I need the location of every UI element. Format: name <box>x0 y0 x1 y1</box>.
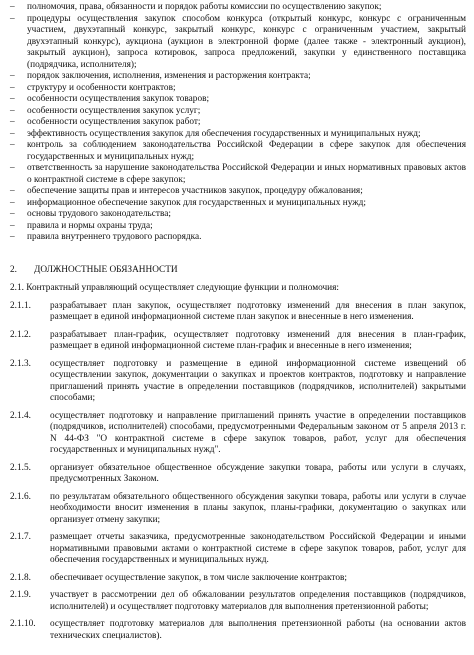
bullet-item <box>10 14 466 72</box>
bullet-dash: – <box>10 232 15 242</box>
bullet-item <box>10 129 466 141</box>
bullet-dash: – <box>10 186 15 196</box>
duty-number: 2.1.7. <box>10 532 31 542</box>
duty-item <box>10 492 466 527</box>
duty-number: 2.1.6. <box>10 491 31 502</box>
bullet-dash: – <box>10 117 15 127</box>
duty-text: осуществляет подготовку и размещение в единой информационной системе извещений об осуществлении закупок, документации о закупках и проектов контрактов, подготовку и направление приглашений принять участие в определении поставщиков (подрядчиков, исполнителей) закрытыми способами; <box>50 358 466 403</box>
bullet-item <box>10 232 466 244</box>
bullet-item <box>10 106 466 118</box>
bullet-text: полномочия, права, обязанности и порядок работы комиссии по осуществлению закупок; <box>27 2 382 12</box>
duty-item <box>10 411 466 457</box>
bullet-dash: – <box>10 13 15 24</box>
duty-item <box>10 619 466 642</box>
intro-paragraph: 2.1. Контрактный управляющий осуществляет следующие функции и полномочия: <box>10 283 340 293</box>
bullet-item <box>10 83 466 95</box>
duty-item <box>10 573 466 585</box>
bullet-item <box>10 94 466 106</box>
duty-item <box>10 463 466 486</box>
bullet-dash: – <box>10 94 15 104</box>
bullet-text: процедуры осуществления закупок способом конкурса (открытый конкурс, конкурс с ограниченным участием, двухэтапный конкурс, закрытый конкурс, конкурс с ограниченным участием, закрытый двухэтапный конкурс), аукциона (аукцион в электронной форме (далее также - электронный аукцион), закрытый аукцион), запроса котировок, запроса предложений, закупки у единственного поставщика (подрядчика, исполнителя); <box>27 13 466 70</box>
bullet-text: особенности осуществления закупок услуг; <box>27 105 201 116</box>
duty-item <box>10 359 466 405</box>
bullet-item <box>10 209 466 221</box>
duty-text: размещает отчеты заказчика, предусмотренные законодательством Российской Федерации и иными нормативными правовыми актами о контрактной системе в сфере закупок товаров, работ, услуг для обеспечения государственных и муниципальных нужд. <box>50 532 466 565</box>
bullet-dash: – <box>10 220 15 231</box>
bullet-dash: – <box>10 163 15 173</box>
bullet-text: ответственность за нарушение законодательства Российской Федерации и иных нормативных правовых актов о контрактной системе в сфере закупок; <box>27 163 466 185</box>
duty-number: 2.1.8. <box>10 572 31 583</box>
bullet-text: обеспечение защиты прав и интересов участников закупок, процедуру обжалования; <box>27 186 363 196</box>
duty-text: разрабатывает план-график, осуществляет подготовку изменений для внесения в план-график, размещает в единой информационной системе план-график и внесенные в него изменения; <box>50 329 466 351</box>
bullet-dash: – <box>10 105 15 116</box>
bullet-item <box>10 186 466 198</box>
bullet-text: правила внутреннего трудового распорядка. <box>27 232 202 242</box>
bullet-dash: – <box>10 197 15 208</box>
duty-number: 2.1.9. <box>10 590 31 600</box>
bullet-dash: – <box>10 209 15 219</box>
qualification-bullet-list <box>10 2 466 244</box>
duty-number: 2.1.1. <box>10 300 31 311</box>
bullet-item <box>10 71 466 83</box>
duty-number: 2.1.10. <box>10 619 36 629</box>
bullet-text: структуру и особенности контрактов; <box>27 82 176 93</box>
bullet-dash: – <box>10 2 15 12</box>
bullet-item <box>10 221 466 233</box>
bullet-text: основы трудового законодательства; <box>27 209 171 219</box>
bullet-dash: – <box>10 71 15 81</box>
section-title: ДОЛЖНОСТНЫЕ ОБЯЗАННОСТИ <box>34 264 178 275</box>
bullet-text: порядок заключения, исполнения, изменения и расторжения контракта; <box>27 71 311 81</box>
bullet-text: особенности осуществления закупок товаров; <box>27 94 210 104</box>
duties-list <box>0 301 474 643</box>
duty-number: 2.1.3. <box>10 358 31 369</box>
duty-item <box>10 532 466 567</box>
bullet-text: эффективность осуществления закупок для обеспечения государственных и муниципальных нужд; <box>27 128 421 139</box>
bullet-item <box>10 140 466 163</box>
bullet-text: контроль за соблюдением законодательства Российской Федерации в сфере закупок для обеспечения государственных и муниципальных нужд; <box>27 140 466 162</box>
duty-item <box>10 590 466 613</box>
duty-item <box>10 301 466 324</box>
bullet-text: особенности осуществления закупок работ; <box>27 117 201 127</box>
section-heading <box>10 265 474 277</box>
bullet-item <box>10 163 466 186</box>
duty-text: по результатам обязательного общественного обсуждения закупки товара, работы или услуги в случае необходимости вносит изменения в планы закупок, планы-графики, документацию о закупках или организует отмену закупки; <box>50 491 466 525</box>
duty-text: организует обязательное общественное обсуждение закупки товара, работы или услуги в случаях, предусмотренных Законом. <box>50 462 466 484</box>
duty-item <box>10 330 466 353</box>
duty-text: участвует в рассмотрении дел об обжаловании результатов определения поставщиков (подрядчиков, исполнителей) и осуществляет подготовку материалов для выполнения претензионной работы; <box>50 590 466 612</box>
duty-text: обеспечивает осуществление закупок, в том числе заключение контрактов; <box>50 572 347 583</box>
duty-number: 2.1.2. <box>10 329 31 340</box>
bullet-item <box>10 2 466 14</box>
bullet-text: информационное обеспечение закупок для государственных и муниципальных нужд; <box>27 197 366 208</box>
duty-text: разрабатывает план закупок, осуществляет подготовку изменений для внесения в план закупок, размещает в единой информационной системе план закупок и внесенные в него изменения. <box>50 300 466 322</box>
duty-text: осуществляет подготовку и направление приглашений принять участие в определении поставщиков (подрядчиков, исполнителей) способами, предусмотренными Федеральным законом от 5 апреля 2013 г. N 44-ФЗ "О контрактной системе в сфере закупок товаров, работ, услуг для обеспечения государственных и муниципальных нужд". <box>50 410 466 455</box>
bullet-text: правила и нормы охраны труда; <box>27 220 153 231</box>
duty-number: 2.1.5. <box>10 462 31 473</box>
bullet-item <box>10 198 466 210</box>
bullet-dash: – <box>10 82 15 93</box>
bullet-dash: – <box>10 128 15 139</box>
bullet-dash: – <box>10 140 15 150</box>
duty-text: осуществляет подготовку материалов для выполнения претензионной работы (на основании актов технических специалистов). <box>50 619 466 641</box>
duty-number: 2.1.4. <box>10 410 31 421</box>
section-number: 2. <box>10 264 17 275</box>
bullet-item <box>10 117 466 129</box>
